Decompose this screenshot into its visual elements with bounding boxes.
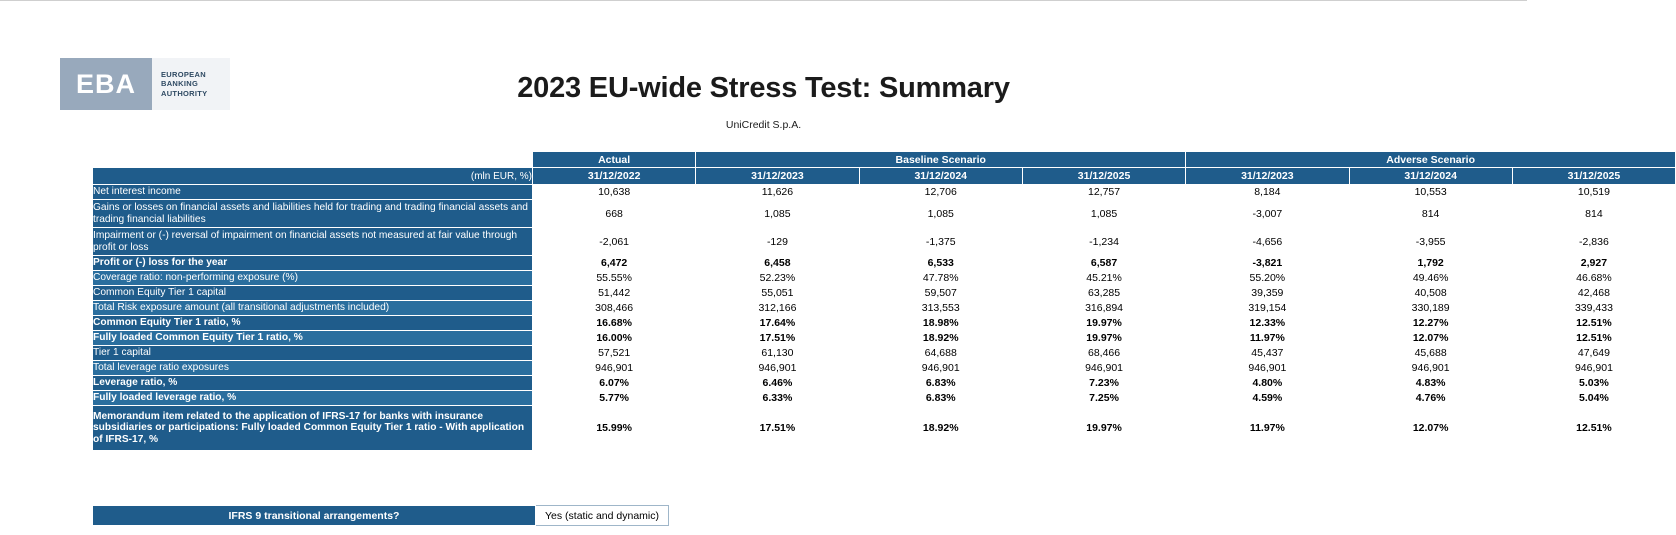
cell-r0-c5: 10,553: [1349, 185, 1512, 200]
cell-r6-c6: 339,433: [1512, 301, 1675, 316]
eba-logo-mark: EBA: [60, 58, 152, 110]
row-label-3: Profit or (-) loss for the year: [93, 256, 533, 271]
cell-r4-c3: 45.21%: [1022, 271, 1185, 286]
header-spacer: [93, 152, 533, 168]
cell-r11-c0: 6.07%: [533, 376, 696, 391]
table-row: [93, 271, 1676, 286]
cell-r1-c5: 814: [1349, 200, 1512, 228]
cell-r13-c6: 12.51%: [1512, 406, 1675, 451]
cell-r11-c2: 6.83%: [859, 376, 1022, 391]
cell-r3-c1: 6,458: [696, 256, 859, 271]
cell-r8-c5: 12.07%: [1349, 331, 1512, 346]
table-row: [93, 391, 1676, 406]
cell-r1-c4: -3,007: [1186, 200, 1349, 228]
row-label-7: Common Equity Tier 1 ratio, %: [93, 316, 533, 331]
cell-r0-c2: 12,706: [859, 185, 1022, 200]
table-row: [93, 331, 1676, 346]
cell-r5-c0: 51,442: [533, 286, 696, 301]
cell-r12-c2: 6.83%: [859, 391, 1022, 406]
cell-r12-c1: 6.33%: [696, 391, 859, 406]
cell-r7-c2: 18.98%: [859, 316, 1022, 331]
cell-r7-c1: 17.64%: [696, 316, 859, 331]
summary-table-container: [92, 151, 1621, 451]
cell-r6-c4: 319,154: [1186, 301, 1349, 316]
cell-r7-c6: 12.51%: [1512, 316, 1675, 331]
cell-r8-c6: 12.51%: [1512, 331, 1675, 346]
cell-r10-c5: 946,901: [1349, 361, 1512, 376]
cell-r13-c4: 11.97%: [1186, 406, 1349, 451]
table-row: [93, 346, 1676, 361]
cell-r0-c0: 10,638: [533, 185, 696, 200]
cell-r6-c2: 313,553: [859, 301, 1022, 316]
cell-r10-c3: 946,901: [1022, 361, 1185, 376]
cell-r11-c3: 7.23%: [1022, 376, 1185, 391]
row-label-11: Leverage ratio, %: [93, 376, 533, 391]
cell-r0-c1: 11,626: [696, 185, 859, 200]
cell-r4-c6: 46.68%: [1512, 271, 1675, 286]
cell-r11-c1: 6.46%: [696, 376, 859, 391]
table-row: [93, 406, 1676, 451]
date-header-6: 31/12/2025: [1512, 168, 1675, 185]
cell-r0-c6: 10,519: [1512, 185, 1675, 200]
ifrs9-question-label: IFRS 9 transitional arrangements?: [93, 506, 536, 526]
row-label-6: Total Risk exposure amount (all transitional adjustments included): [93, 301, 533, 316]
eba-logo-line-3: AUTHORITY: [161, 88, 208, 98]
row-label-5: Common Equity Tier 1 capital: [93, 286, 533, 301]
cell-r12-c5: 4.76%: [1349, 391, 1512, 406]
cell-r8-c4: 11.97%: [1186, 331, 1349, 346]
page-top-rule: [0, 0, 1527, 9]
cell-r5-c1: 55,051: [696, 286, 859, 301]
row-label-9: Tier 1 capital: [93, 346, 533, 361]
cell-r12-c6: 5.04%: [1512, 391, 1675, 406]
date-header-2: 31/12/2024: [859, 168, 1022, 185]
table-row: [93, 361, 1676, 376]
cell-r12-c3: 7.25%: [1022, 391, 1185, 406]
cell-r6-c3: 316,894: [1022, 301, 1185, 316]
cell-r5-c2: 59,507: [859, 286, 1022, 301]
ifrs9-footer: [92, 505, 662, 526]
cell-r10-c2: 946,901: [859, 361, 1022, 376]
table-row: [93, 301, 1676, 316]
cell-r12-c0: 5.77%: [533, 391, 696, 406]
cell-r9-c1: 61,130: [696, 346, 859, 361]
cell-r7-c3: 19.97%: [1022, 316, 1185, 331]
date-header-4: 31/12/2023: [1186, 168, 1349, 185]
cell-r10-c4: 946,901: [1186, 361, 1349, 376]
cell-r10-c6: 946,901: [1512, 361, 1675, 376]
date-header-1: 31/12/2023: [696, 168, 859, 185]
cell-r4-c4: 55.20%: [1186, 271, 1349, 286]
eba-logo-line-1: EUROPEAN: [161, 69, 206, 79]
table-row: [93, 286, 1676, 301]
cell-r1-c0: 668: [533, 200, 696, 228]
cell-r2-c0: -2,061: [533, 228, 696, 256]
row-label-1: Gains or losses on financial assets and liabilities held for trading and trading financial assets and trading financial liabilities: [93, 200, 533, 228]
cell-r13-c1: 17.51%: [696, 406, 859, 451]
date-header-3: 31/12/2025: [1022, 168, 1185, 185]
date-header-5: 31/12/2024: [1349, 168, 1512, 185]
ifrs9-answer-value: Yes (static and dynamic): [536, 506, 669, 526]
cell-r10-c0: 946,901: [533, 361, 696, 376]
cell-r7-c4: 12.33%: [1186, 316, 1349, 331]
cell-r9-c3: 68,466: [1022, 346, 1185, 361]
cell-r9-c6: 47,649: [1512, 346, 1675, 361]
ifrs9-table: [92, 505, 669, 526]
row-label-13: Memorandum item related to the application of IFRS-17 for banks with insurance subsidiaries or participations: Fully loaded Common Equity Tier 1 ratio - With application of IFRS-17, %: [93, 406, 533, 451]
date-header-row: [93, 168, 1676, 185]
cell-r5-c6: 42,468: [1512, 286, 1675, 301]
cell-r3-c5: 1,792: [1349, 256, 1512, 271]
table-row: [93, 376, 1676, 391]
group-header-1: Baseline Scenario: [696, 152, 1186, 168]
date-header-0: 31/12/2022: [533, 168, 696, 185]
cell-r12-c4: 4.59%: [1186, 391, 1349, 406]
unit-label: (mln EUR, %): [93, 168, 533, 185]
group-header-row: [93, 152, 1676, 168]
cell-r2-c2: -1,375: [859, 228, 1022, 256]
row-label-2: Impairment or (-) reversal of impairment on financial assets not measured at fair value through profit or loss: [93, 228, 533, 256]
table-body: [93, 185, 1676, 451]
cell-r11-c4: 4.80%: [1186, 376, 1349, 391]
cell-r8-c3: 19.97%: [1022, 331, 1185, 346]
row-label-4: Coverage ratio: non-performing exposure (%): [93, 271, 533, 286]
cell-r9-c0: 57,521: [533, 346, 696, 361]
cell-r2-c4: -4,656: [1186, 228, 1349, 256]
cell-r3-c2: 6,533: [859, 256, 1022, 271]
cell-r11-c5: 4.83%: [1349, 376, 1512, 391]
cell-r2-c5: -3,955: [1349, 228, 1512, 256]
table-row: [93, 506, 669, 526]
cell-r0-c4: 8,184: [1186, 185, 1349, 200]
cell-r8-c1: 17.51%: [696, 331, 859, 346]
cell-r3-c0: 6,472: [533, 256, 696, 271]
cell-r6-c5: 330,189: [1349, 301, 1512, 316]
cell-r6-c0: 308,466: [533, 301, 696, 316]
cell-r4-c0: 55.55%: [533, 271, 696, 286]
cell-r7-c5: 12.27%: [1349, 316, 1512, 331]
row-label-12: Fully loaded leverage ratio, %: [93, 391, 533, 406]
cell-r1-c6: 814: [1512, 200, 1675, 228]
cell-r10-c1: 946,901: [696, 361, 859, 376]
group-header-0: Actual: [533, 152, 696, 168]
cell-r3-c3: 6,587: [1022, 256, 1185, 271]
table-row: [93, 200, 1676, 228]
cell-r13-c3: 19.97%: [1022, 406, 1185, 451]
table-row: [93, 316, 1676, 331]
cell-r8-c0: 16.00%: [533, 331, 696, 346]
cell-r8-c2: 18.92%: [859, 331, 1022, 346]
table-row: [93, 185, 1676, 200]
cell-r9-c4: 45,437: [1186, 346, 1349, 361]
eba-logo-line-2: BANKING: [161, 79, 199, 89]
cell-r5-c4: 39,359: [1186, 286, 1349, 301]
table-row: [93, 228, 1676, 256]
row-label-10: Total leverage ratio exposures: [93, 361, 533, 376]
cell-r4-c1: 52.23%: [696, 271, 859, 286]
cell-r13-c0: 15.99%: [533, 406, 696, 451]
cell-r13-c5: 12.07%: [1349, 406, 1512, 451]
cell-r0-c3: 12,757: [1022, 185, 1185, 200]
page-subtitle: UniCredit S.p.A.: [725, 119, 802, 131]
cell-r3-c6: 2,927: [1512, 256, 1675, 271]
cell-r4-c2: 47.78%: [859, 271, 1022, 286]
row-label-0: Net interest income: [93, 185, 533, 200]
table-row: [93, 256, 1676, 271]
cell-r7-c0: 16.68%: [533, 316, 696, 331]
cell-r1-c3: 1,085: [1022, 200, 1185, 228]
cell-r9-c5: 45,688: [1349, 346, 1512, 361]
cell-r5-c3: 63,285: [1022, 286, 1185, 301]
cell-r1-c1: 1,085: [696, 200, 859, 228]
row-label-8: Fully loaded Common Equity Tier 1 ratio, %: [93, 331, 533, 346]
cell-r4-c5: 49.46%: [1349, 271, 1512, 286]
cell-r5-c5: 40,508: [1349, 286, 1512, 301]
cell-r1-c2: 1,085: [859, 200, 1022, 228]
cell-r2-c6: -2,836: [1512, 228, 1675, 256]
cell-r2-c3: -1,234: [1022, 228, 1185, 256]
cell-r11-c6: 5.03%: [1512, 376, 1675, 391]
cell-r9-c2: 64,688: [859, 346, 1022, 361]
cell-r3-c4: -3,821: [1186, 256, 1349, 271]
cell-r2-c1: -129: [696, 228, 859, 256]
cell-r13-c2: 18.92%: [859, 406, 1022, 451]
page-title: 2023 EU-wide Stress Test: Summary: [517, 72, 1010, 104]
summary-table: [92, 151, 1676, 451]
group-header-2: Adverse Scenario: [1186, 152, 1676, 168]
cell-r6-c1: 312,166: [696, 301, 859, 316]
table-header: [93, 152, 1676, 185]
